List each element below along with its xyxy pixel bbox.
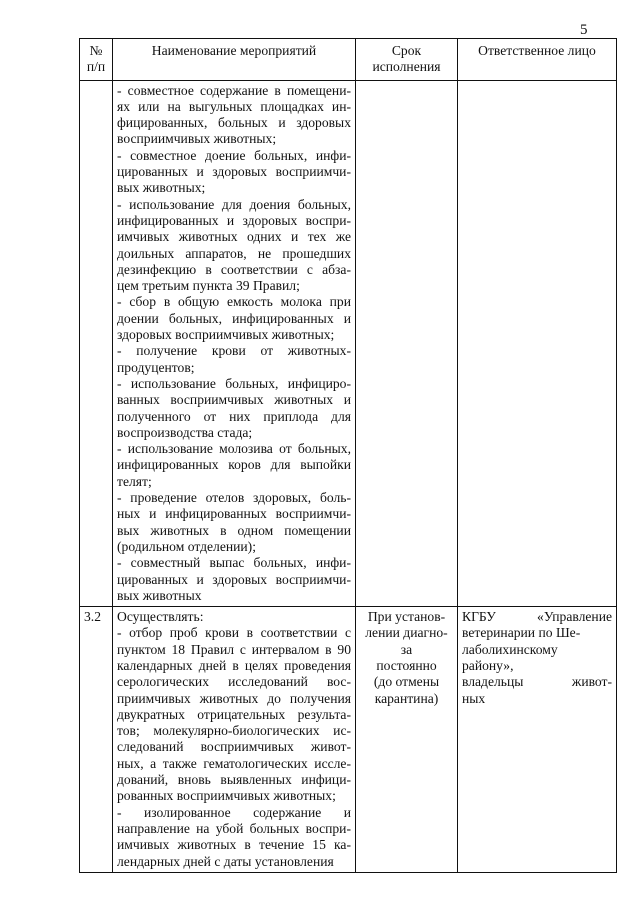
measure-line: цем третьим пункта 39 Правил;	[117, 278, 300, 294]
table-header-row	[80, 39, 617, 81]
header-number-line: п/п	[86, 59, 106, 75]
measure-line: воспроизводства стада;	[117, 424, 253, 440]
measure-line: - изолированное содержание и	[117, 804, 351, 820]
measure-line: цированных и здоровых восприимчи-	[117, 164, 351, 180]
page-number: 5	[580, 22, 588, 38]
measure-line: ных, а также гематологических иссле-	[117, 755, 351, 771]
measure-line: календарных дней в целях проведения	[117, 657, 351, 673]
measure-line: восприимчивых животных;	[117, 131, 277, 147]
measure-line: следований восприимчивых живот-	[117, 739, 351, 755]
measure-line: инфицированных и здоровых воспри-	[117, 212, 351, 228]
measure-line: направление на убой больных воспри-	[117, 820, 351, 836]
responsible-line: лаболихинскому	[462, 641, 558, 657]
measure-line: - сбор в общую емкость молока при	[117, 294, 351, 310]
measure-line: имчивых животных в течение 15 ка-	[117, 837, 351, 853]
responsible-line: владельцы живот-	[462, 674, 612, 690]
measure-line: ях или на выгульных площадках ин-	[117, 98, 351, 114]
measure-line: - совместное доение больных, инфи-	[117, 147, 351, 163]
measure-line: полученного от них приплода для	[117, 408, 351, 424]
responsible-line: ных	[462, 690, 486, 706]
measure-line: - получение крови от животных-	[117, 343, 351, 359]
measure-line: вых животных	[117, 587, 202, 603]
term-cell	[356, 80, 458, 607]
measure-line: - отбор проб крови в соответствии с	[117, 625, 351, 641]
term-cell	[356, 607, 458, 873]
responsible-line: ветеринарии по Ше-	[462, 625, 581, 641]
header-responsible: Ответственное лицо	[458, 39, 617, 81]
measure-line: рованных восприимчивых животных;	[117, 788, 336, 804]
header-term-line: исполнения	[372, 59, 441, 75]
measure-line: - использование больных, инфициро-	[117, 375, 351, 391]
header-term	[356, 39, 458, 81]
measure-line: доильных аппаратов, не прошедших	[117, 245, 351, 261]
measure-line: инфицированных коров для выпойки	[117, 457, 351, 473]
term-line: постоянно	[376, 657, 437, 673]
measure-line: цированных и здоровых восприимчи-	[117, 571, 351, 587]
measure-line: телят;	[117, 473, 152, 489]
table-row	[80, 80, 617, 607]
measure-line: серологических исследований вос-	[117, 674, 351, 690]
measure-line: Осуществлять:	[117, 609, 204, 625]
header-term-line: Срок	[391, 43, 422, 58]
responsible-line: району»,	[462, 657, 514, 673]
measures-table	[79, 38, 617, 873]
header-number-line: №	[89, 43, 103, 58]
measure-line: продуцентов;	[117, 359, 195, 375]
term-line: (до отмены	[373, 674, 440, 690]
measure-line: вых животных в одном помещении	[117, 522, 351, 538]
term-line: за	[400, 641, 413, 657]
measure-line: пунктом 18 Правил с интервалом в 90	[117, 641, 351, 657]
header-measures: Наименование мероприятий	[113, 39, 356, 81]
measure-line: двукратных отрицательных результа-	[117, 706, 351, 722]
measure-line: фицированных, больных и здоровых	[117, 115, 351, 131]
measure-line: доении больных, инфицированных и	[117, 310, 351, 326]
table-row	[80, 607, 617, 873]
measures-cell	[113, 80, 356, 607]
measure-line: ванных восприимчивых животных и	[117, 392, 351, 408]
term-line: лении диагно-	[365, 625, 448, 641]
measure-line: вых животных;	[117, 180, 206, 196]
term-line: При установ-	[367, 609, 446, 625]
measure-line: дезинфекцию в соответствии с абза-	[117, 261, 351, 277]
measure-line: здоровых восприимчивых животных;	[117, 327, 335, 343]
term-line: карантина)	[374, 690, 439, 706]
measure-line: лендарных дней с даты установления	[117, 853, 334, 869]
row-number	[80, 80, 113, 607]
measure-line: - совместное содержание в помещени-	[117, 82, 351, 98]
measure-line: - использование молозива от больных,	[117, 441, 351, 457]
measure-line: - использование для доения больных,	[117, 196, 351, 212]
responsible-line: КГБУ «Управление	[462, 609, 612, 625]
measure-line: ных и инфицированных восприимчи-	[117, 506, 351, 522]
measure-line: тов; молекулярно-биологических ис-	[117, 723, 351, 739]
measure-line: имчивых животных одних и тех же	[117, 229, 351, 245]
header-number	[80, 39, 113, 81]
measure-line: - совместный выпас больных, инфи-	[117, 555, 351, 571]
measure-line: приимчивых животных до получения	[117, 690, 351, 706]
responsible-cell	[458, 607, 617, 873]
row-number: 3.2	[80, 607, 113, 873]
responsible-cell	[458, 80, 617, 607]
measure-line: дований, вновь выявленных инфици-	[117, 772, 351, 788]
measure-line: (родильном отделении);	[117, 538, 256, 554]
measure-line: - проведение отелов здоровых, боль-	[117, 490, 351, 506]
measures-cell	[113, 607, 356, 873]
